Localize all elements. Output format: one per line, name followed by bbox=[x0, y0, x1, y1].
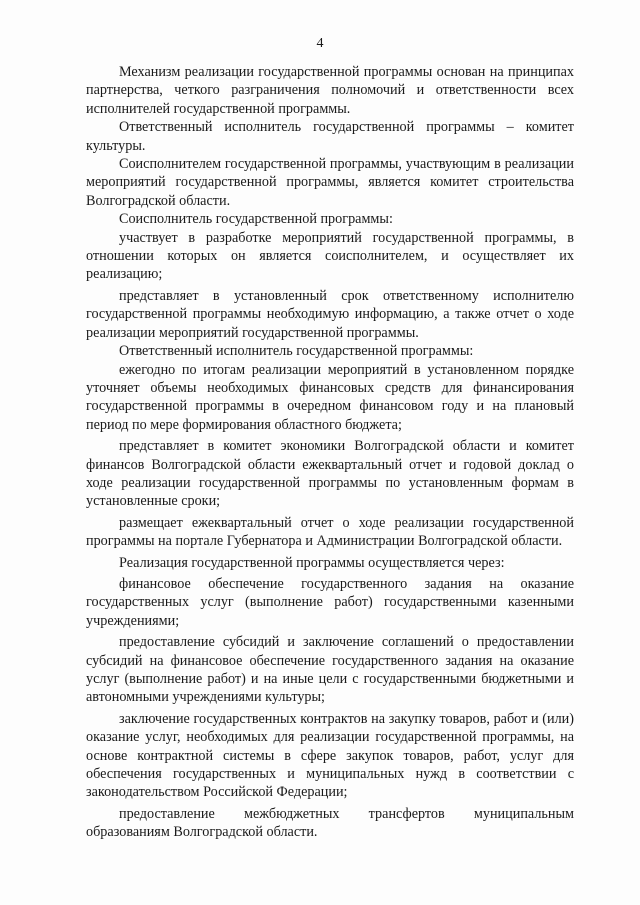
paragraph-responsible-heading: Ответственный исполнитель государственной программы: bbox=[119, 343, 474, 360]
paragraph-responsible-duty-1: ежегодно по итогам реализации мероприятий в установленном порядке уточняет объемы необходимых финансовых средств для финансирования государственной программы в очередном финансовом году и на плановый период по мере формирования областного бюджета; bbox=[86, 361, 574, 433]
paragraph-implementation-item-1: финансовое обеспечение государственного задания на оказание государственных услуг (выполнение работ) государственными казенными учреждениями; bbox=[86, 575, 574, 629]
paragraph-mechanism: Механизм реализации государственной программы основан на принципах партнерства, четкого разграничения полномочий и ответственности всех исполнителей государственной программы. bbox=[86, 64, 574, 117]
paragraph-co-executor: Соисполнителем государственной программы, участвующим в реализации мероприятий государственной программы, является комитет строительства Волгоградской области. bbox=[86, 156, 574, 209]
paragraph-responsible-executor: Ответственный исполнитель государственной программы – комитет культуры. bbox=[86, 119, 574, 154]
paragraph-implementation-item-4: предоставление межбюджетных трансфертов муниципальным образованиям Волгоградской области. bbox=[86, 805, 574, 841]
paragraph-responsible-duty-2: представляет в комитет экономики Волгоградской области и комитет финансов Волгоградской области ежеквартальный отчет и годовой доклад о ходе реализации государственной программы по установленным формам в установленные сроки; bbox=[86, 438, 574, 510]
paragraph-implementation-heading: Реализация государственной программы осуществляется через: bbox=[119, 554, 505, 571]
paragraph-implementation-item-3: заключение государственных контрактов на закупку товаров, работ и (или) оказание услуг, необходимых для реализации государственной программы, на основе контрактной системы в сфере закупок товаров, работ, услуг для обеспечения государственных и муниципальных нужд в соответствии с законодательством Российской Федерации; bbox=[86, 710, 574, 801]
paragraph-responsible-duty-3: размещает ежеквартальный отчет о ходе реализации государственной программы на портале Губернатора и Администрации Волгоградской области. bbox=[86, 514, 574, 550]
paragraph-co-executor-duty-2: представляет в установленный срок ответственному исполнителю государственной программы необходимую информацию, а также отчет о ходе реализации мероприятий государственной программы. bbox=[86, 287, 574, 341]
paragraph-co-executor-duty-1: участвует в разработке мероприятий государственной программы, в отношении которых он является соисполнителем, и осуществляет их реализацию; bbox=[86, 229, 574, 283]
paragraph-implementation-item-2: предоставление субсидий и заключение соглашений о предоставлении субсидий на финансовое обеспечение государственного задания на оказание услуг (выполнение работ) и на иные цели с государственными бюджетными и автономными учреждениями культуры; bbox=[86, 634, 574, 706]
page-number: 4 bbox=[316, 36, 324, 51]
paragraph-co-executor-heading: Соисполнитель государственной программы: bbox=[119, 211, 393, 228]
document-body bbox=[86, 63, 574, 842]
